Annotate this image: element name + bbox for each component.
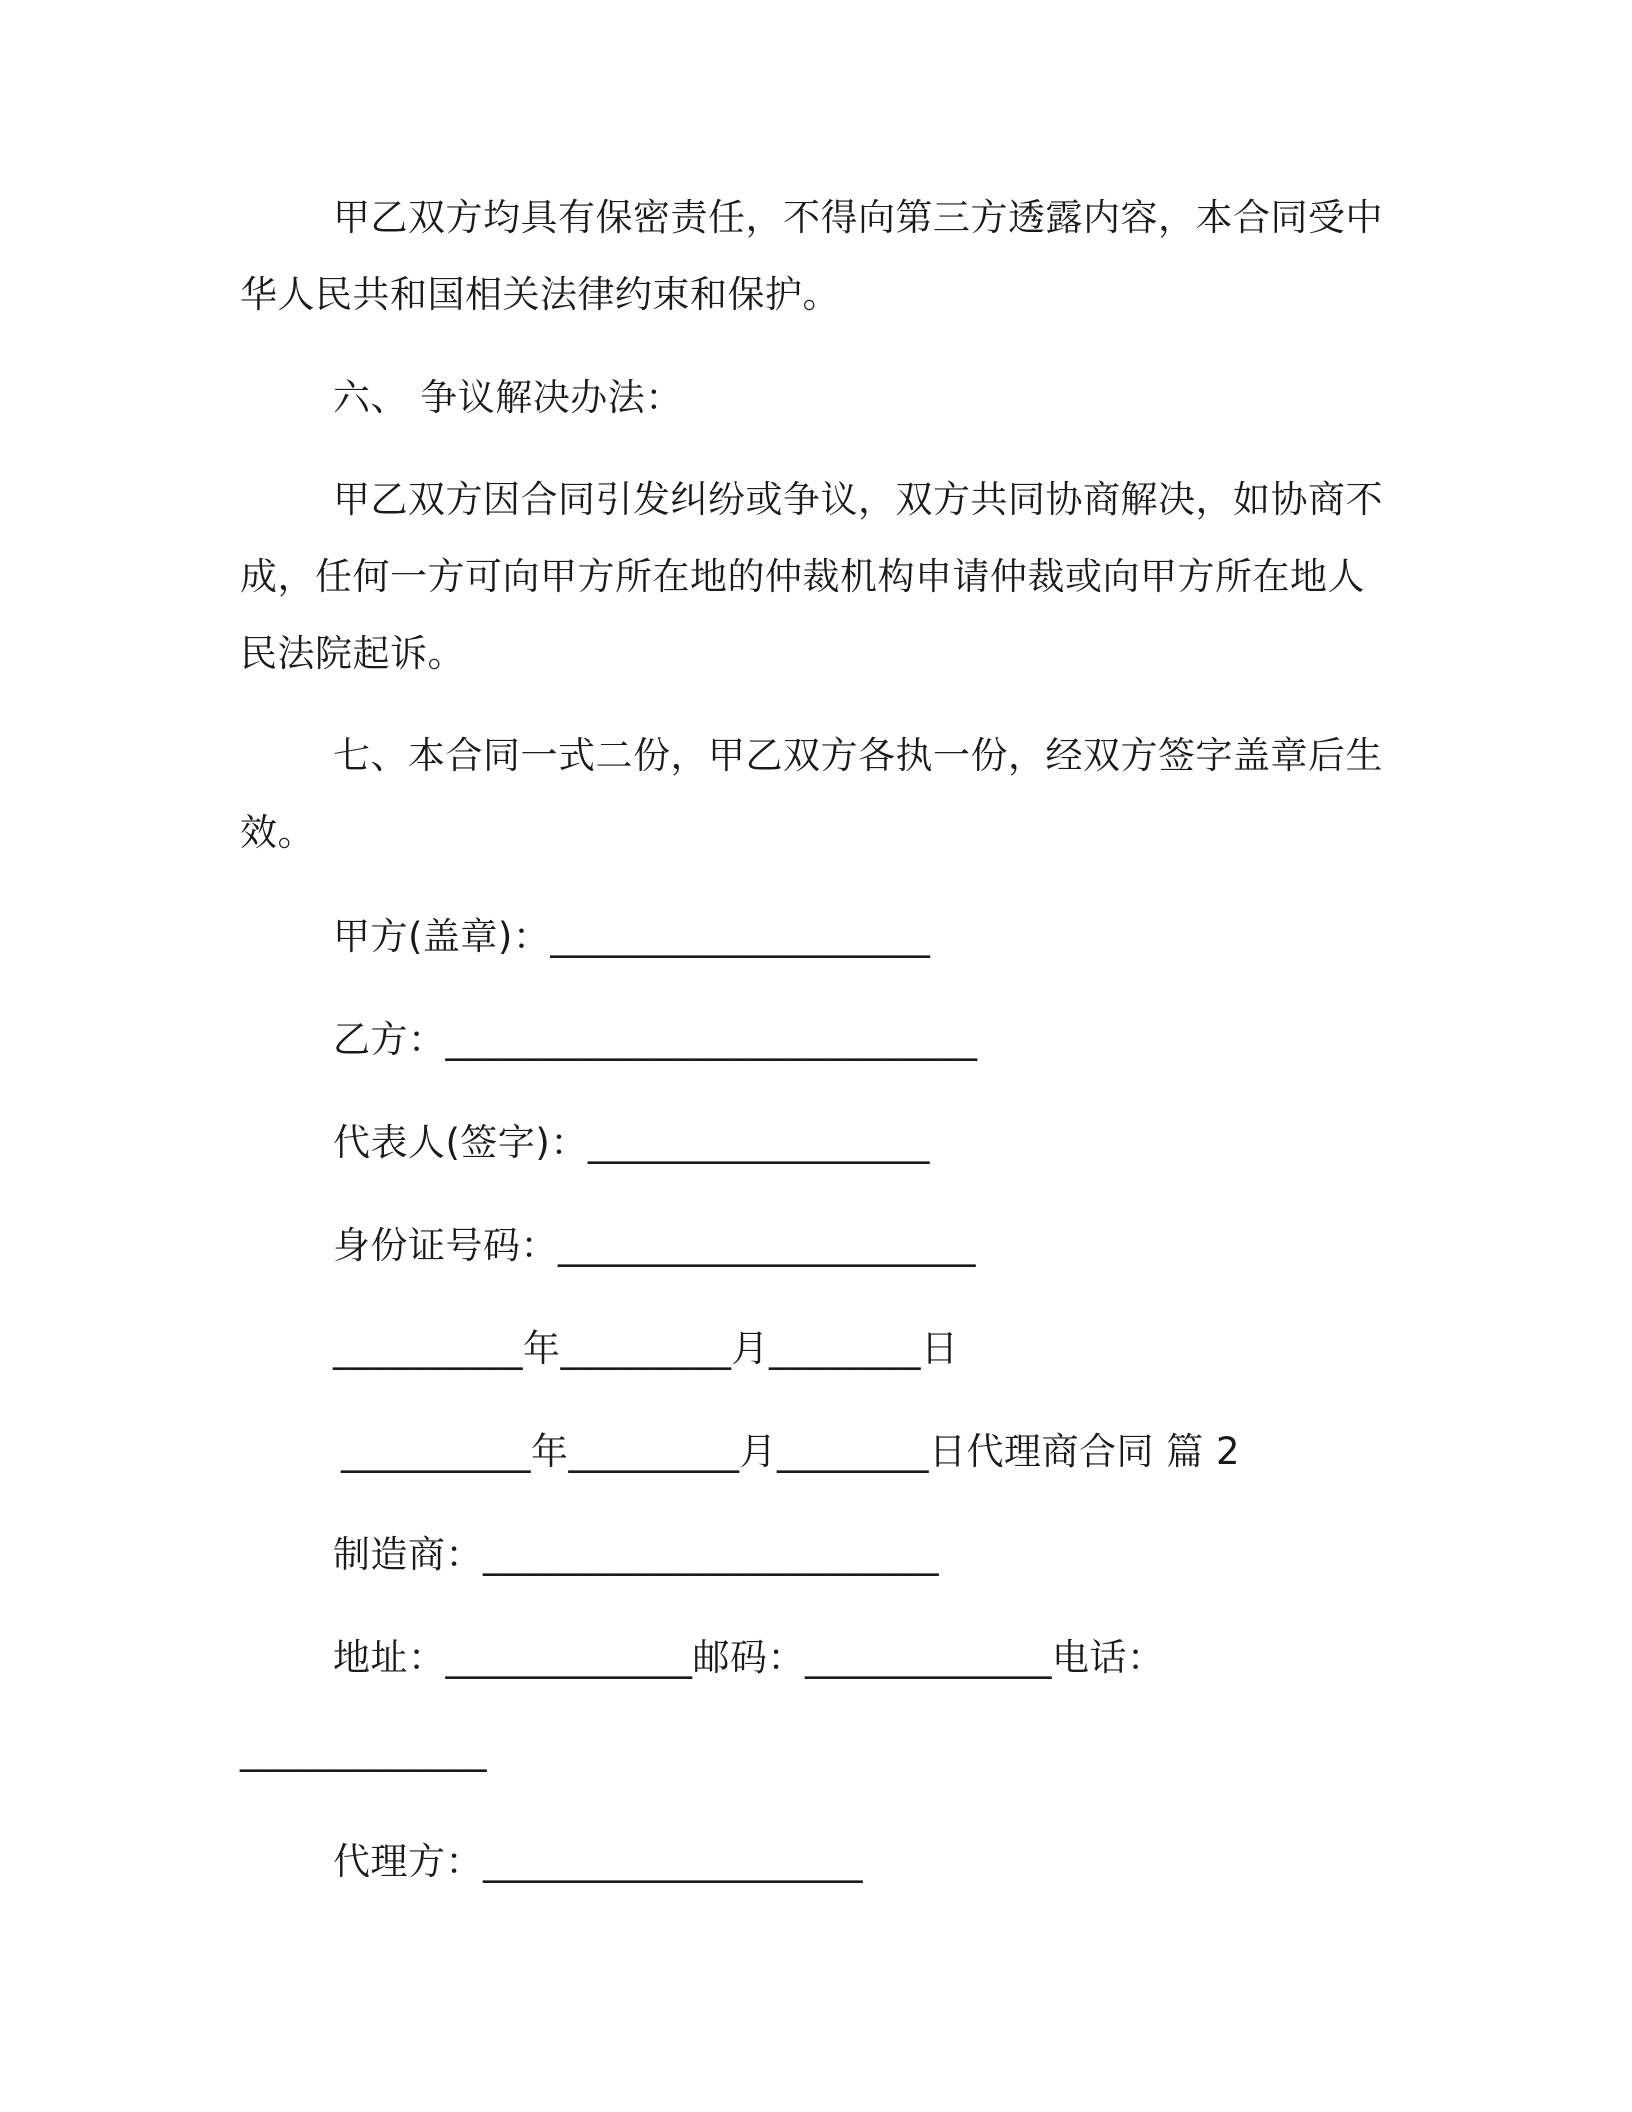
paragraph-dispute-line-2: 成，任何一方可向甲方所在地的仲裁机构申请仲裁或向甲方所在地人 — [240, 555, 1365, 598]
party-a-seal-field: 甲方(盖章)：____________________ — [333, 915, 931, 958]
manufacturer-field: 制造商：________________________ — [333, 1533, 939, 1576]
id-number-field: 身份证号码：______________________ — [333, 1224, 976, 1267]
address-postcode-phone-field: 地址：_____________邮码：_____________电话： — [333, 1636, 1165, 1679]
paragraph-copies-line-2: 效。 — [240, 811, 315, 854]
date-field-and-contract-title: __________年_________月________日代理商合同 篇 2 — [341, 1430, 1241, 1473]
paragraph-dispute-line-1: 甲乙双方因合同引发纠纷或争议，双方共同协商解决，如协商不 — [333, 478, 1383, 521]
section-heading-dispute-resolution: 六、 争议解决办法： — [333, 376, 683, 419]
representative-signature-field: 代表人(签字)：__________________ — [333, 1121, 930, 1164]
date-field: __________年_________月________日 — [333, 1327, 959, 1370]
paragraph-confidentiality-line-1: 甲乙双方均具有保密责任，不得向第三方透露内容，本合同受中 — [333, 196, 1383, 239]
party-b-field: 乙方：____________________________ — [333, 1018, 978, 1061]
paragraph-dispute-line-3: 民法院起诉。 — [240, 632, 465, 675]
paragraph-confidentiality-line-2: 华人民共和国相关法律约束和保护。 — [240, 273, 840, 316]
agent-field: 代理方：____________________ — [333, 1840, 863, 1883]
phone-field-continuation: _____________ — [240, 1729, 487, 1772]
paragraph-copies-line-1: 七、本合同一式二份，甲乙双方各执一份，经双方签字盖章后生 — [333, 734, 1383, 777]
